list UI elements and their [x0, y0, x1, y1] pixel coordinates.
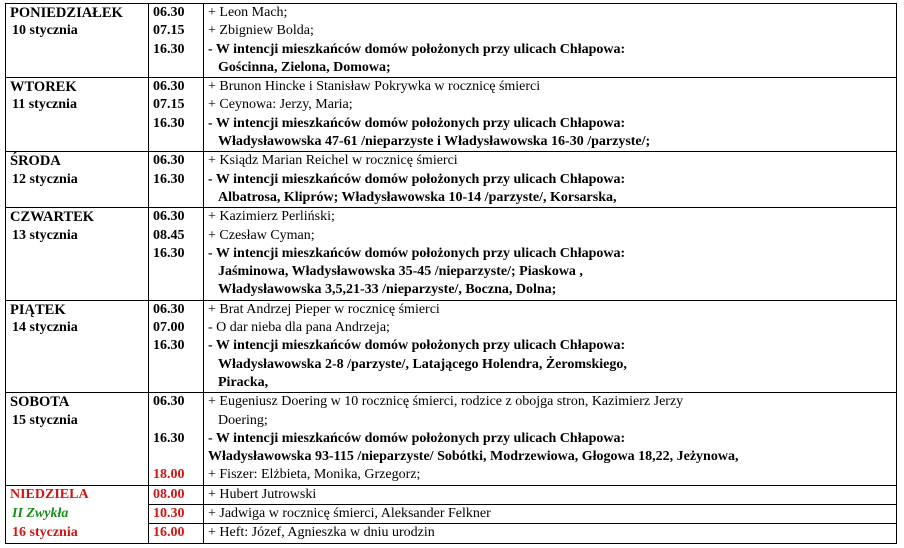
mass-time: 16.30: [153, 430, 185, 446]
mass-time: 06.30: [153, 79, 185, 95]
intention-line: Władysławowska 3,5,21-33 /nieparzyste/, Boczna, Dolna;: [218, 282, 557, 298]
intention-line: + Brunon Hincke i Stanisław Pokrywka w rocznicę śmierci: [208, 79, 541, 95]
day-name: WTOREK: [10, 79, 77, 96]
day-date: 12 stycznia: [12, 171, 78, 187]
day-cell: [6, 152, 149, 208]
day-cell: [6, 208, 149, 300]
day-date: 10 stycznia: [12, 23, 78, 39]
intentions-cell: [204, 4, 897, 78]
intention-line: Władysławowska 93-115 /nieparzyste/ Sobótki, Modrzewiowa, Głogowa 18,22, Jeżynowa,: [208, 449, 739, 465]
sunday-row: [6, 485, 897, 504]
mass-time: 06.30: [153, 153, 185, 169]
intention-line: + Ceynowa: Jerzy, Maria;: [208, 97, 353, 113]
intention-line: + Kazimierz Perliński;: [208, 209, 335, 225]
sunday-row: [6, 524, 897, 543]
mass-time: 08.00: [149, 485, 204, 504]
intention-line: - W intencji mieszkańców domów położonych przy ulicach Chłapowa:: [208, 41, 626, 57]
day-date: 15 stycznia: [12, 412, 78, 428]
day-row: [6, 300, 897, 392]
day-name: PONIEDZIAŁEK: [10, 5, 123, 21]
sunday-row: [6, 505, 897, 524]
intention-line: Doering;: [218, 412, 268, 428]
sunday-label-cell: [6, 485, 149, 504]
times-cell: [149, 208, 204, 300]
mass-time: 07.15: [153, 23, 185, 39]
intention-line: + Heft: Józef, Agnieszka w dniu urodzin: [204, 524, 897, 543]
intention-line: Gościnna, Zielona, Domowa;: [218, 59, 391, 75]
times-cell: [149, 300, 204, 392]
day-name: SOBOTA: [10, 394, 70, 411]
day-date: 13 stycznia: [12, 227, 78, 243]
times-cell: [149, 78, 204, 152]
mass-time: 16.00: [149, 524, 204, 543]
intention-line: Władysławowska 47-61 /nieparzyste i Władysławowska 16-30 /parzyste/;: [218, 134, 651, 150]
intention-line: + Leon Mach;: [208, 5, 288, 20]
mass-time: 16.30: [153, 245, 185, 261]
intentions-cell: [204, 208, 897, 300]
mass-time: 16.30: [153, 41, 185, 57]
sunday-label-cell: [6, 505, 149, 524]
mass-time: 07.00: [153, 320, 185, 336]
sunday-name: NIEDZIELA: [10, 486, 89, 502]
times-cell: [149, 393, 204, 485]
sunday-date: 16 stycznia: [12, 524, 78, 540]
day-date: 11 stycznia: [12, 97, 77, 113]
intention-line: - W intencji mieszkańców domów położonych przy ulicach Chłapowa:: [208, 171, 626, 187]
mass-schedule-table: [5, 3, 897, 544]
day-row: [6, 208, 897, 300]
intention-line: Władysławowska 2-8 /parzyste/, Latającego Holendra, Żeromskiego,: [218, 356, 627, 372]
day-name: PIĄTEK: [10, 301, 66, 318]
intentions-cell: [204, 300, 897, 392]
day-name: ŚRODA: [10, 153, 61, 170]
intention-line: - W intencji mieszkańców domów położonych przy ulicach Chłapowa:: [208, 115, 626, 131]
times-cell: [149, 152, 204, 208]
mass-time: 06.30: [153, 301, 185, 317]
intention-line: Jaśminowa, Władysławowska 35-45 /nieparzyste/; Piaskowa ,: [218, 264, 583, 280]
sunday-subtitle: II Zwykła: [12, 505, 69, 521]
intentions-cell: [204, 78, 897, 152]
intention-line: - W intencji mieszkańców domów położonych przy ulicach Chłapowa:: [208, 338, 626, 354]
intention-line: - W intencji mieszkańców domów położonych przy ulicach Chłapowa:: [208, 430, 626, 446]
mass-time: 16.30: [153, 115, 185, 131]
day-cell: [6, 393, 149, 485]
mass-time: [153, 412, 203, 430]
day-cell: [6, 78, 149, 152]
day-row: [6, 4, 897, 78]
mass-time: 06.30: [153, 209, 185, 225]
intention-line: + Hubert Jutrowski: [204, 485, 897, 504]
intention-line: + Fiszer: Elżbieta, Monika, Grzegorz;: [208, 467, 421, 483]
mass-time: 10.30: [149, 505, 204, 524]
mass-time: 18.00: [153, 467, 185, 483]
intention-line: + Eugeniusz Doering w 10 rocznicę śmierci, rodzice z obojga stron, Kazimierz Jerzy: [208, 394, 684, 410]
mass-time: 16.30: [153, 338, 185, 354]
mass-time: 07.15: [153, 97, 185, 113]
day-row: [6, 393, 897, 485]
intention-line: - W intencji mieszkańców domów położonych przy ulicach Chłapowa:: [208, 245, 626, 261]
mass-time: 06.30: [153, 394, 185, 410]
intention-line: + Ksiądz Marian Reichel w rocznicę śmierci: [208, 153, 458, 169]
intention-line: - O dar nieba dla pana Andrzeja;: [208, 320, 390, 336]
mass-time: [153, 448, 203, 466]
day-row: [6, 78, 897, 152]
intention-line: Albatrosa, Kliprów; Władysławowska 10-14 /parzyste/, Korsarska,: [218, 189, 617, 205]
intentions-cell: [204, 152, 897, 208]
mass-time: 16.30: [153, 171, 185, 187]
intention-line: + Jadwiga w rocznicę śmierci, Aleksander Felkner: [204, 505, 897, 524]
intention-line: + Czesław Cyman;: [208, 227, 315, 243]
day-cell: [6, 300, 149, 392]
day-date: 14 stycznia: [12, 320, 78, 336]
intention-line: + Brat Andrzej Pieper w rocznicę śmierci: [208, 301, 440, 317]
intention-line: + Zbigniew Bolda;: [208, 23, 314, 39]
intentions-cell: [204, 393, 897, 485]
sunday-label-cell: [6, 524, 149, 543]
day-cell: [6, 4, 149, 78]
day-name: CZWARTEK: [10, 209, 95, 226]
mass-time: 08.45: [153, 227, 185, 243]
day-row: [6, 152, 897, 208]
mass-time: 06.30: [153, 5, 185, 20]
intention-line: Piracka,: [218, 374, 269, 390]
times-cell: [149, 4, 204, 78]
